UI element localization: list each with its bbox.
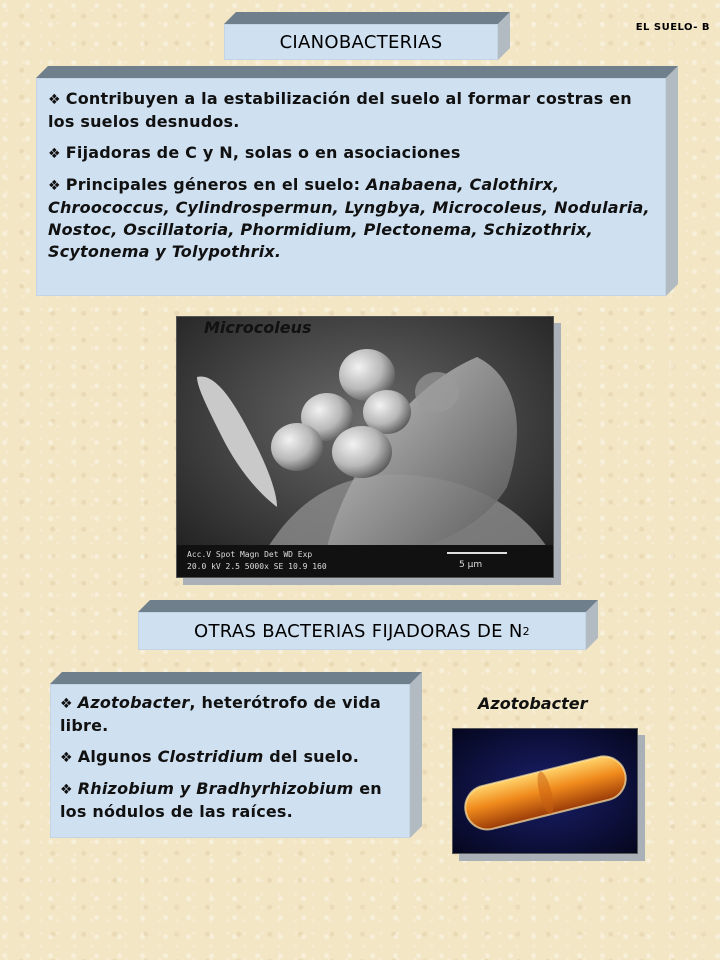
cyano-bullet-1: ❖ Contribuyen a la estabilización del suelo al formar costras en los suelos desnudos.: [48, 89, 632, 131]
others-bullet-1: ❖ Azotobacter, heterótrofo de vida libre.: [60, 693, 381, 735]
header-otras-bacterias: [138, 612, 586, 650]
diamond-bullet-icon: ❖: [48, 92, 61, 108]
diamond-bullet-icon: ❖: [60, 782, 73, 798]
diamond-bullet-icon: ❖: [60, 750, 73, 766]
diamond-bullet-icon: ❖: [60, 696, 73, 712]
section-title-cianobacterias: CIANOBACTERIAS: [279, 31, 443, 53]
cyano-bullet-3: ❖ Principales géneros en el suelo: Anabaena, Calothirx, Chroococcus, Cylindrospermun, Lyngbya, Microcoleus, Nodularia, Nostoc, Oscillatoria, Phormidium, Plectonema, Schizothrix, Scytonema y Tolypothrix.: [48, 175, 650, 261]
cyano-bullet-2: ❖ Fijadoras de C y N, solas o en asociaciones: [48, 143, 461, 162]
scale-label: 5 µm: [459, 560, 483, 570]
header-cianobacterias: [224, 24, 498, 60]
genera-list: Anabaena, Calothirx, Chroococcus, Cylindrospermun, Lyngbya, Microcoleus, Nodularia, Nostoc, Oscillatoria, Phormidium, Plectonema, Schizothrix, Scytonema y Tolypothrix.: [48, 175, 650, 261]
n2-subscript: 2: [522, 624, 530, 638]
section-title-otras-bacterias: OTRAS BACTERIAS FIJADORAS DE N 2: [194, 620, 530, 642]
microcoleus-photo: [176, 316, 554, 578]
others-info-box: [50, 684, 410, 838]
corner-label: EL SUELO- B: [635, 22, 710, 33]
cyano-info-box: [36, 78, 666, 296]
diamond-bullet-icon: ❖: [48, 146, 61, 162]
sem-info-line-1: Acc.V Spot Magn Det WD Exp: [187, 550, 313, 559]
sem-info-line-2: 20.0 kV 2.5 5000x SE 10.9 160: [187, 562, 327, 571]
microcoleus-sem-illustration: [177, 317, 553, 577]
others-bullet-3: ❖ Rhizobium y Bradhyrhizobium en los nódulos de las raíces.: [60, 779, 382, 821]
diamond-bullet-icon: ❖: [48, 178, 61, 194]
azotobacter-illustration: [453, 729, 637, 853]
azotobacter-caption: Azotobacter: [478, 694, 588, 713]
microcoleus-caption: Microcoleus: [204, 318, 312, 337]
others-bullet-2: ❖ Algunos Clostridium del suelo.: [60, 747, 359, 766]
azotobacter-photo: [452, 728, 638, 854]
